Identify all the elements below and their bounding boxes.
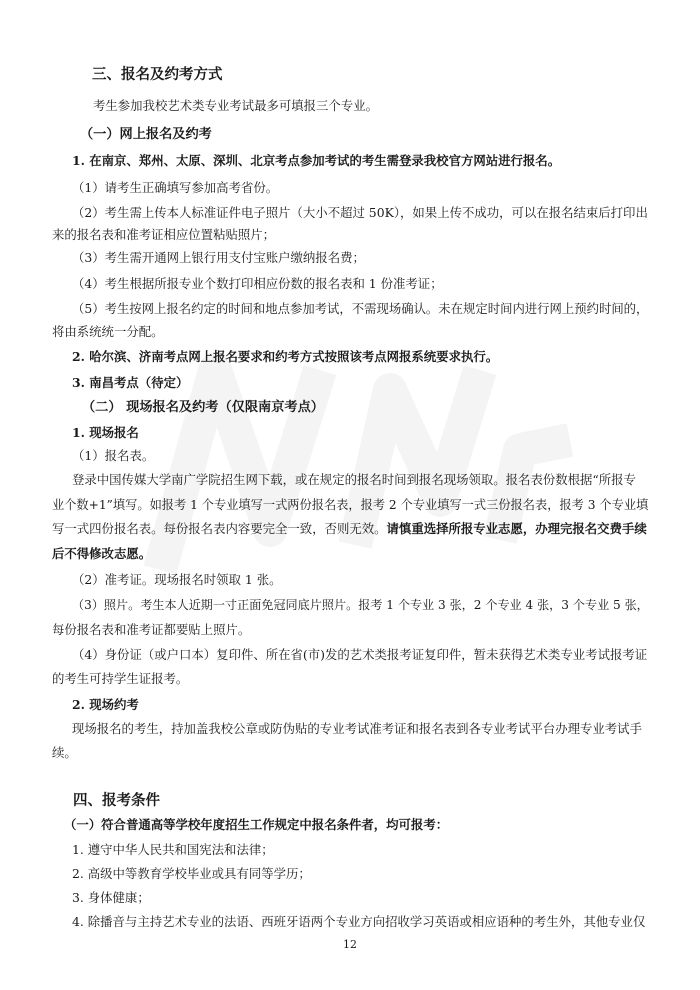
onsite-req-1d-bold: 后不得修改志愿。 [52,546,152,561]
section-4-sub-1: （一）符合普通高等学校年度招生工作规定中报名条件者，均可报考： [64,817,449,832]
condition-1: 1. 遵守中华人民共和国宪法和法律； [72,842,274,857]
online-signup-title: （一）网上报名及约考 [80,127,212,142]
section-3-intro: 考生参加我校艺术类专业考试最多可填报三个专业。 [93,98,378,113]
onsite-req-3b: 每份报名表和准考证都要贴上照片。 [52,622,251,637]
condition-4: 4. 除播音与主持艺术专业的法语、西班牙语两个专业方向招收学习英语或相应语种的考生外，其他专业仅 [72,914,646,929]
condition-3: 3. 身体健康； [72,890,150,905]
onsite-sub-2: 2. 现场约考 [72,697,139,712]
onsite-req-1a: 登录中国传媒大学南广学院招生网下载，或在规定的报名时间到报名现场领取。报名表份数根据“所报专 [72,472,636,487]
onsite-appt-a: 现场报名的考生，持加盖我校公章或防伪贴的专业考试准考证和报名表到各专业考试平台办理专业考试手 [72,721,642,736]
condition-2: 2. 高级中等教育学校毕业或具有同等学历； [72,866,311,881]
online-point-2b: 来的报名表和准考证相应位置粘贴照片； [52,227,276,242]
online-item-2: 2. 哈尔滨、济南考点网上报名要求和约考方式按照该考点网报系统要求执行。 [72,349,499,364]
onsite-req-3a: （3）照片。考生本人近期一寸正面免冠同底片照片。报考 1 个专业 3 张，2 个专业 4 张，3 个专业 5 张， [72,598,649,612]
section-3-title: 三、报名及约考方式 [92,66,223,83]
online-point-3: （3）考生需开通网上银行用支付宝账户缴纳报名费； [72,250,365,265]
onsite-signup-title: （二） 现场报名及约考（仅限南京考点） [82,400,324,415]
online-point-5b: 将由系统统一分配。 [52,324,164,339]
onsite-req-1: （1）报名表。 [72,448,155,463]
watermark-logo-icon [120,330,590,590]
page-number: 12 [343,938,357,951]
online-item-3: 3. 南昌考点（待定） [72,375,189,390]
online-point-2a: （2）考生需上传本人标准证件电子照片（大小不超过 50K），如果上传不成功，可以在报名结束后打印出 [72,205,648,220]
onsite-sub-1: 1. 现场报名 [72,425,139,440]
online-point-5a: （5）考生按网上报名约定的时间和地点参加考试，不需现场确认。未在规定时间内进行网上预约时间的， [72,302,649,316]
onsite-req-1c [52,521,647,537]
onsite-req-4b: 的考生可持学生证报考。 [52,671,189,686]
onsite-req-2: （2）准考证。现场报名时领取 1 张。 [72,572,282,587]
onsite-appt-b: 续。 [52,745,77,760]
onsite-req-1b: 业个数+1”填写。如报考 1 个专业填写一式两份报名表，报考 2 个专业填写一式三份报名表，报考 3 个专业填 [52,498,649,512]
online-item-1: 1. 在南京、郑州、太原、深圳、北京考点参加考试的考生需登录我校官方网站进行报名。 [72,153,561,168]
section-4-title: 四、报考条件 [73,792,160,809]
online-point-1: （1）请考生正确填写参加高考省份。 [72,180,279,195]
onsite-req-1c-bold: 请慎重选择所报专业志愿，办理完报名交费手续 [386,521,647,536]
onsite-req-1c-text: 写一式四份报名表。每份报名表内容要完全一致，否则无效。 [52,521,387,536]
onsite-req-4a: （4）身份证（或户口本）复印件、所在省(市)发的艺术类报考证复印件，暂未获得艺术类专业考试报考证 [72,647,648,662]
online-point-4: （4）考生根据所报专业个数打印相应份数的报名表和 1 份准考证； [72,276,443,291]
